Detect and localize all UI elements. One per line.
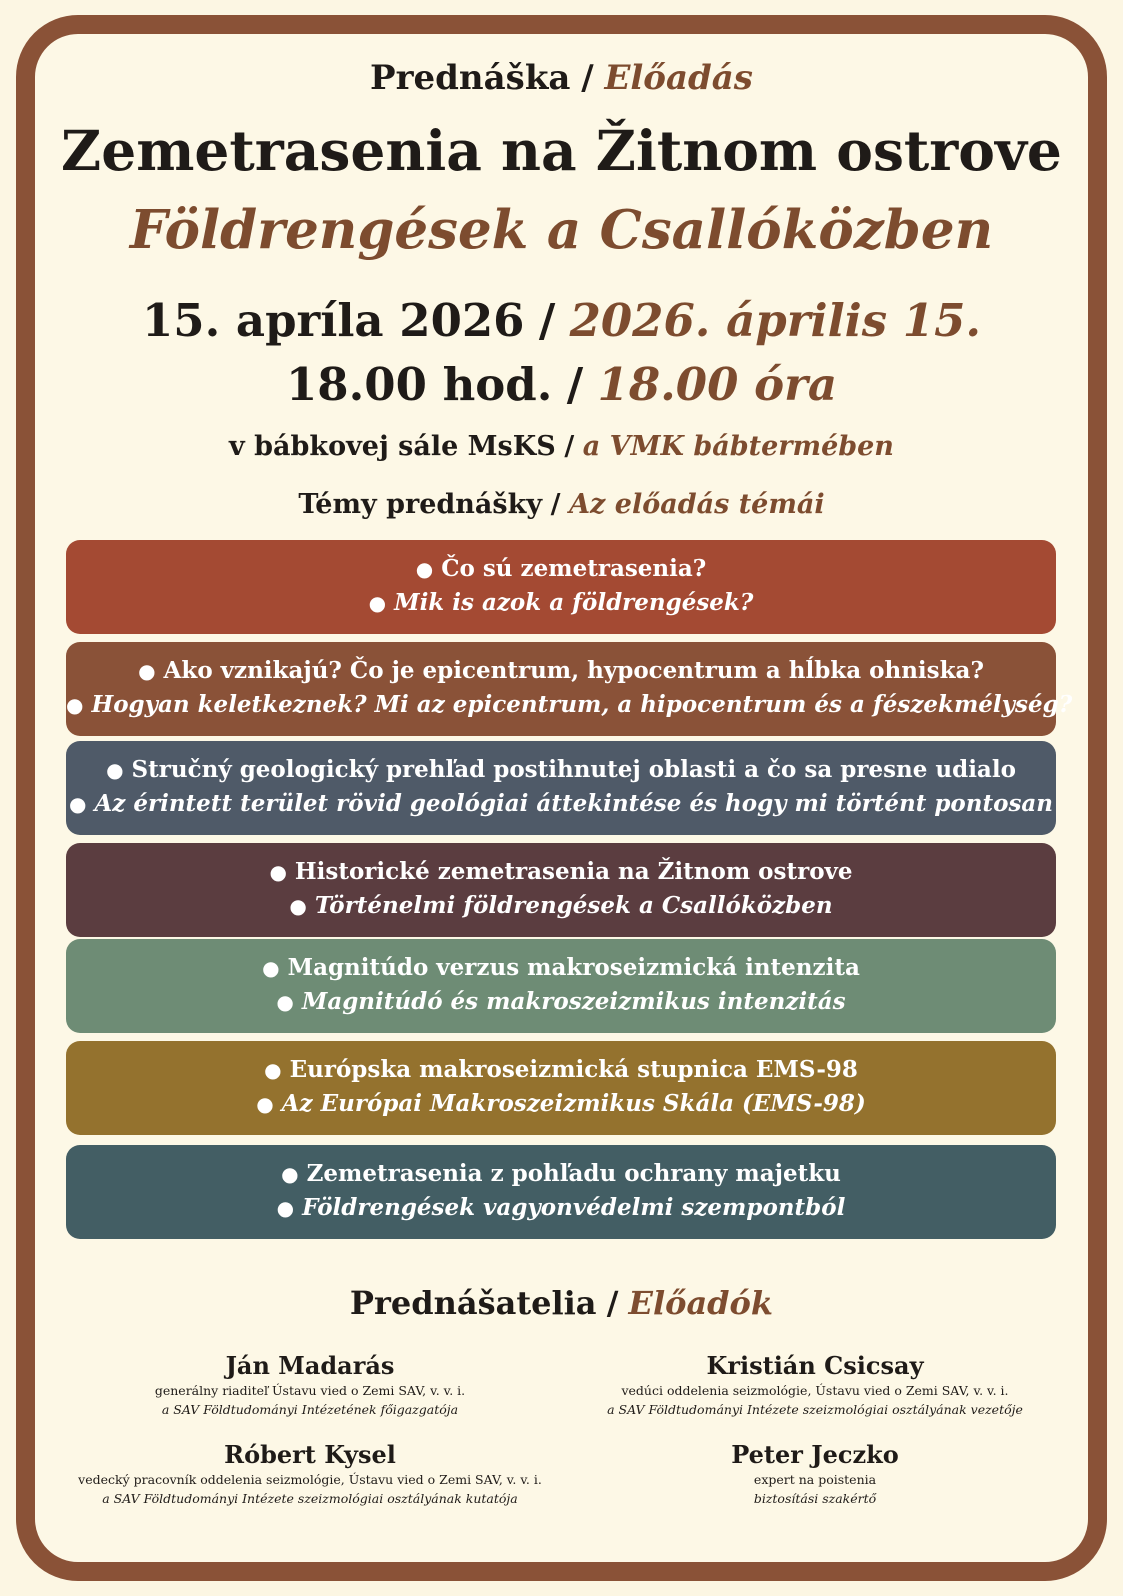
topic-line-sk: [66, 753, 1056, 787]
speaker-name: Ján Madarás: [225, 1351, 395, 1380]
topics-heading: [0, 489, 1123, 520]
bullet-icon: ●: [276, 990, 294, 1014]
bullet-icon: ●: [66, 693, 84, 717]
separator: /: [566, 358, 584, 411]
speaker-card: [55, 1440, 565, 1508]
speaker-role-sk: vedúci oddelenia seizmológie, Ústavu vied o Zemi SAV, v. v. i.: [621, 1383, 1009, 1398]
separator: /: [606, 1284, 619, 1322]
topic-text-hu: Magnitúdó és makroszeizmikus intenzitás: [301, 988, 846, 1015]
topic-line-hu: [66, 889, 1056, 923]
speaker-name: Róbert Kysel: [224, 1440, 396, 1469]
topic-text-hu: Az Európai Makroszeizmikus Skála (EMS-98): [281, 1090, 866, 1117]
topic-line-sk: [66, 1053, 1056, 1087]
topic-line-sk: [66, 855, 1056, 889]
topic-line-hu: [66, 985, 1056, 1019]
speaker-role-sk: expert na poistenia: [753, 1472, 877, 1487]
label-hu: Előadás: [604, 58, 753, 98]
bullet-icon: ●: [281, 1162, 299, 1186]
speaker-card: [55, 1351, 565, 1419]
bullet-icon: ●: [106, 758, 124, 782]
topic-box: [66, 540, 1056, 634]
bullet-icon: ●: [264, 1058, 282, 1082]
speakers-heading-hu: Előadók: [628, 1284, 774, 1322]
bullet-icon: ●: [415, 557, 434, 581]
time-sk: 18.00 hod.: [286, 358, 553, 411]
bullet-icon: ●: [269, 860, 287, 884]
topic-box: [66, 642, 1073, 736]
topic-text-sk: Európska makroseizmická stupnica EMS-98: [289, 1056, 858, 1083]
topic-text-hu: Földrengések vagyonvédelmi szempontból: [302, 1194, 846, 1221]
topic-box: [66, 741, 1056, 835]
topic-line-hu: [66, 787, 1056, 821]
topic-line-sk: [66, 552, 1056, 586]
bullet-icon: ●: [368, 591, 387, 615]
bullet-icon: ●: [262, 956, 280, 980]
topic-text-hu: Hogyan keletkeznek? Mi az epicentrum, a hipocentrum és a fészekmélység?: [91, 691, 1073, 718]
bullet-icon: ●: [68, 792, 87, 816]
venue-hu: a VMK bábtermében: [582, 431, 894, 462]
topic-line-sk: [66, 951, 1056, 985]
topic-text-sk: Stručný geologický prehľad postihnutej oblasti a čo sa presne udialo: [131, 756, 1016, 783]
topic-text-sk: Čo sú zemetrasenia?: [441, 555, 707, 582]
speaker-name: Kristián Csicsay: [706, 1351, 924, 1380]
speakers-heading-sk: Prednášatelia: [349, 1284, 597, 1322]
speakers-heading: [0, 1284, 1123, 1322]
venue-sk: v bábkovej sále MsKS: [229, 431, 556, 462]
topic-line-sk: [66, 1157, 1056, 1191]
topic-box: [66, 939, 1056, 1033]
date-hu: 2026. április 15.: [569, 294, 982, 347]
time-hu: 18.00 óra: [597, 358, 837, 411]
separator: /: [550, 489, 561, 520]
speaker-role-sk: vedecký pracovník oddelenia seizmológie, Ústavu vied o Zemi SAV, v. v. i.: [78, 1472, 542, 1487]
speaker-role-hu: a SAV Földtudományi Intézete szeizmológiai osztályának vezetője: [607, 1402, 1023, 1417]
speaker-name: Peter Jeczko: [731, 1440, 899, 1469]
bullet-icon: ●: [138, 659, 156, 683]
event-date: [0, 294, 1123, 347]
speaker-card: [565, 1351, 1065, 1419]
topic-box: [66, 1145, 1056, 1239]
topic-line-hu: [66, 1191, 1056, 1225]
separator: /: [581, 58, 594, 98]
bullet-icon: ●: [289, 894, 307, 918]
topic-box: [66, 843, 1056, 937]
topic-line-hu: [66, 1087, 1056, 1121]
separator: /: [538, 294, 556, 347]
speaker-role-hu: a SAV Földtudományi Intézete szeizmológiai osztályának kutatója: [102, 1491, 518, 1506]
separator: /: [564, 431, 575, 462]
topic-line-hu: [66, 586, 1056, 620]
topic-text-sk: Ako vznikajú? Čo je epicentrum, hypocentrum a hĺbka ohniska?: [163, 657, 984, 684]
topic-line-sk: [66, 654, 1056, 688]
event-type-label: [0, 58, 1123, 98]
label-sk: Prednáška: [370, 58, 571, 98]
topic-text-sk: Magnitúdo verzus makroseizmická intenzita: [287, 954, 860, 981]
topics-heading-hu: Az előadás témái: [569, 489, 825, 520]
topics-heading-sk: Témy prednášky: [298, 489, 543, 520]
bullet-icon: ●: [256, 1092, 274, 1116]
topic-text-hu: Az érintett terület rövid geológiai áttekintése és hogy mi történt pontosan: [94, 790, 1054, 817]
topic-text-hu: Történelmi földrengések a Csallóközben: [314, 892, 833, 919]
topic-box: [66, 1041, 1056, 1135]
speaker-card: [565, 1440, 1065, 1508]
speaker-role-sk: generálny riaditeľ Ústavu vied o Zemi SAV, v. v. i.: [154, 1383, 466, 1398]
speaker-role-hu: a SAV Földtudományi Intézetének főigazgatója: [161, 1402, 459, 1417]
title-hu: Földrengések a Csallóközben: [129, 199, 994, 261]
title-sk: Zemetrasenia na Žitnom ostrove: [61, 118, 1062, 183]
date-sk: 15. apríla 2026: [141, 294, 525, 347]
topic-text-sk: Zemetrasenia z pohľadu ochrany majetku: [306, 1160, 841, 1187]
topic-text-hu: Mik is azok a földrengések?: [394, 589, 754, 616]
topic-text-sk: Historické zemetrasenia na Žitnom ostrove: [294, 858, 853, 885]
topic-line-hu: [66, 688, 1073, 722]
event-time: [0, 358, 1123, 411]
speaker-role-hu: biztosítási szakértő: [753, 1491, 877, 1506]
bullet-icon: ●: [276, 1196, 295, 1220]
event-venue: [0, 431, 1123, 462]
